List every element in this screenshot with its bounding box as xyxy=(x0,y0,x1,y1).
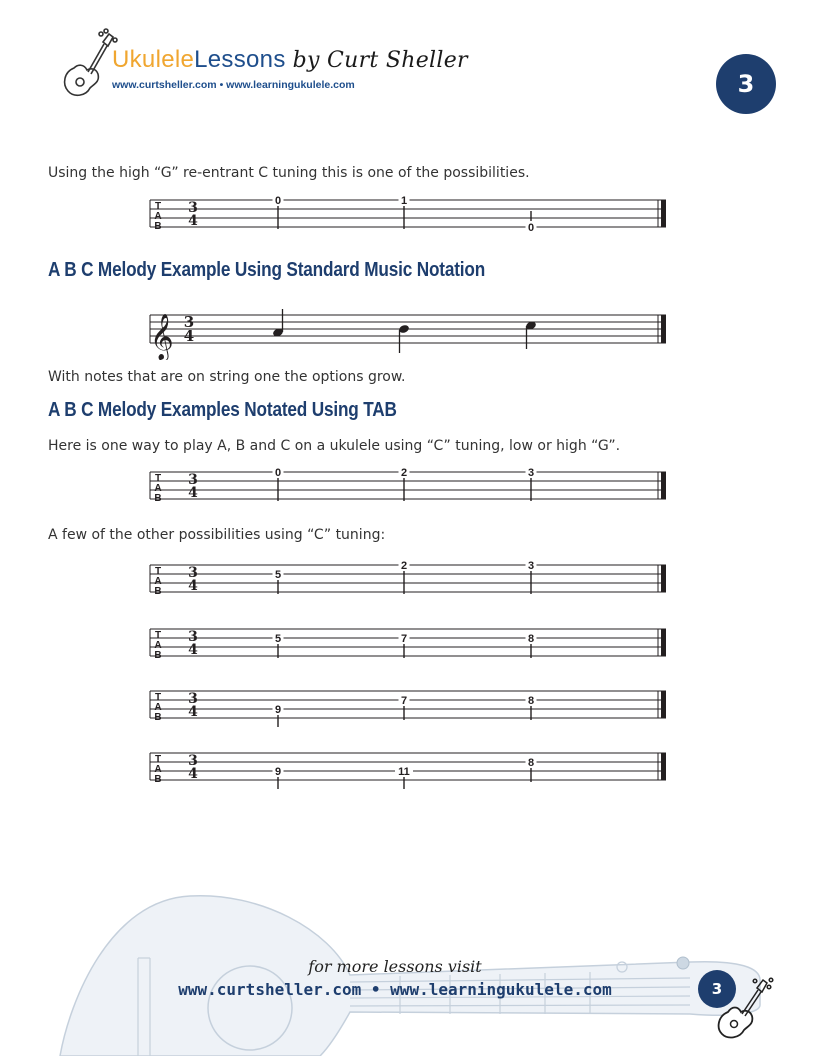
page-number-badge: 3 xyxy=(716,54,776,114)
intro-text: Using the high “G” re-entrant C tuning this is one of the possibilities. xyxy=(48,165,530,181)
tab-clef-letter: A xyxy=(154,640,162,651)
tab-clef-letter: T xyxy=(154,473,162,484)
tab-fret-number: 0 xyxy=(274,467,282,479)
tab-time-sig-top: 3 xyxy=(188,753,198,769)
tab-clef-letter: B xyxy=(154,493,162,504)
tab-staff-alt3 xyxy=(0,681,816,733)
tab-clef-letter: B xyxy=(154,586,162,597)
tab-clef-letter: B xyxy=(154,712,162,723)
tab-clef-letter: A xyxy=(154,483,162,494)
notation-note-b xyxy=(398,324,410,353)
tab-fret-number: 3 xyxy=(527,560,535,572)
tab-fret-number: 9 xyxy=(274,766,282,778)
tab-clef-letter: T xyxy=(154,566,162,577)
tab-fret-number: 5 xyxy=(274,633,282,645)
tab-staff-alt2 xyxy=(0,619,816,671)
tab-fret-number: 0 xyxy=(527,222,535,234)
notation-note-a xyxy=(272,309,284,338)
footer-page-number: 3 xyxy=(698,970,736,1008)
tab-fret-number: 9 xyxy=(274,704,282,716)
tab-fret-number: 2 xyxy=(400,467,408,479)
tab-clef-letter: B xyxy=(154,650,162,661)
tab-clef-letter: T xyxy=(154,754,162,765)
tab-time-sig-bottom: 4 xyxy=(188,578,198,594)
footer-urls: www.curtsheller.com • www.learningukulele.com xyxy=(178,980,612,999)
tab-time-sig-bottom: 4 xyxy=(188,642,198,658)
tab-clef-letter: B xyxy=(154,221,162,232)
tab-time-sig-top: 3 xyxy=(188,691,198,707)
tab-clef-letter: B xyxy=(154,774,162,785)
footer-visit-text: for more lessons visit xyxy=(308,957,482,976)
tab-fret-number: 7 xyxy=(400,633,408,645)
tab-final-barline-thick xyxy=(661,472,666,499)
tab-time-sig-top: 3 xyxy=(188,200,198,216)
tab-fret-number: 8 xyxy=(527,757,535,769)
tab-fret-number: 11 xyxy=(398,766,410,778)
heading-tab-examples: A B C Melody Examples Notated Using TAB xyxy=(48,399,397,421)
tab-time-sig-bottom: 4 xyxy=(188,213,198,229)
tab-fret-number: 5 xyxy=(274,569,282,581)
tab-fret-number: 8 xyxy=(527,633,535,645)
tab-final-barline-thick xyxy=(661,691,666,718)
treble-clef-icon: 𝄞 xyxy=(150,314,174,360)
tab-fret-number: 8 xyxy=(527,695,535,707)
tab-fret-number: 7 xyxy=(400,695,408,707)
text-options-grow: With notes that are on string one the options grow. xyxy=(48,369,406,385)
tab-time-sig-top: 3 xyxy=(188,472,198,488)
tab-fret-number: 0 xyxy=(274,195,282,207)
tab-final-barline-thick xyxy=(661,565,666,592)
tab-clef-letter: T xyxy=(154,630,162,641)
tab-staff-alt4 xyxy=(0,743,816,795)
ukulele-logo-icon xyxy=(60,28,118,100)
tab-fret-number: 2 xyxy=(400,560,408,572)
tab-final-barline-thick xyxy=(661,629,666,656)
tab-time-sig-top: 3 xyxy=(188,629,198,645)
heading-standard-notation: A B C Melody Example Using Standard Music Notation xyxy=(48,259,486,281)
notation-staff xyxy=(0,300,816,360)
tab-time-sig-bottom: 4 xyxy=(188,485,198,501)
tab-fret-number: 3 xyxy=(527,467,535,479)
logo-urls: www.curtsheller.com • www.learningukulele.com xyxy=(112,79,355,91)
text-other-possibilities: A few of the other possibilities using “C” tuning: xyxy=(48,527,386,543)
notation-note-c xyxy=(525,320,537,349)
tab-clef-letter: T xyxy=(154,201,162,212)
tab-clef-letter: T xyxy=(154,692,162,703)
tab-staff-basic xyxy=(0,462,816,514)
tab-clef-letter: A xyxy=(154,211,162,222)
tab-time-sig-bottom: 4 xyxy=(188,766,198,782)
notation-time-sig-bottom: 4 xyxy=(183,327,195,345)
notation-time-sig-top: 3 xyxy=(183,313,195,331)
tab-clef-letter: A xyxy=(154,702,162,713)
tab-clef-letter: A xyxy=(154,576,162,587)
logo-title: UkuleleLessons by Curt Sheller xyxy=(112,46,468,73)
tab-final-barline-thick xyxy=(661,200,666,227)
tab-clef-letter: A xyxy=(154,764,162,775)
text-one-way: Here is one way to play A, B and C on a ukulele using “C” tuning, low or high “G”. xyxy=(48,438,621,454)
tab-staff-reentrant xyxy=(0,190,816,242)
tab-final-barline-thick xyxy=(661,753,666,780)
footer-ukulele-icon xyxy=(710,976,774,1040)
tab-time-sig-bottom: 4 xyxy=(188,704,198,720)
tab-time-sig-top: 3 xyxy=(188,565,198,581)
tab-fret-number: 1 xyxy=(400,195,408,207)
tab-staff-alt1 xyxy=(0,555,816,607)
